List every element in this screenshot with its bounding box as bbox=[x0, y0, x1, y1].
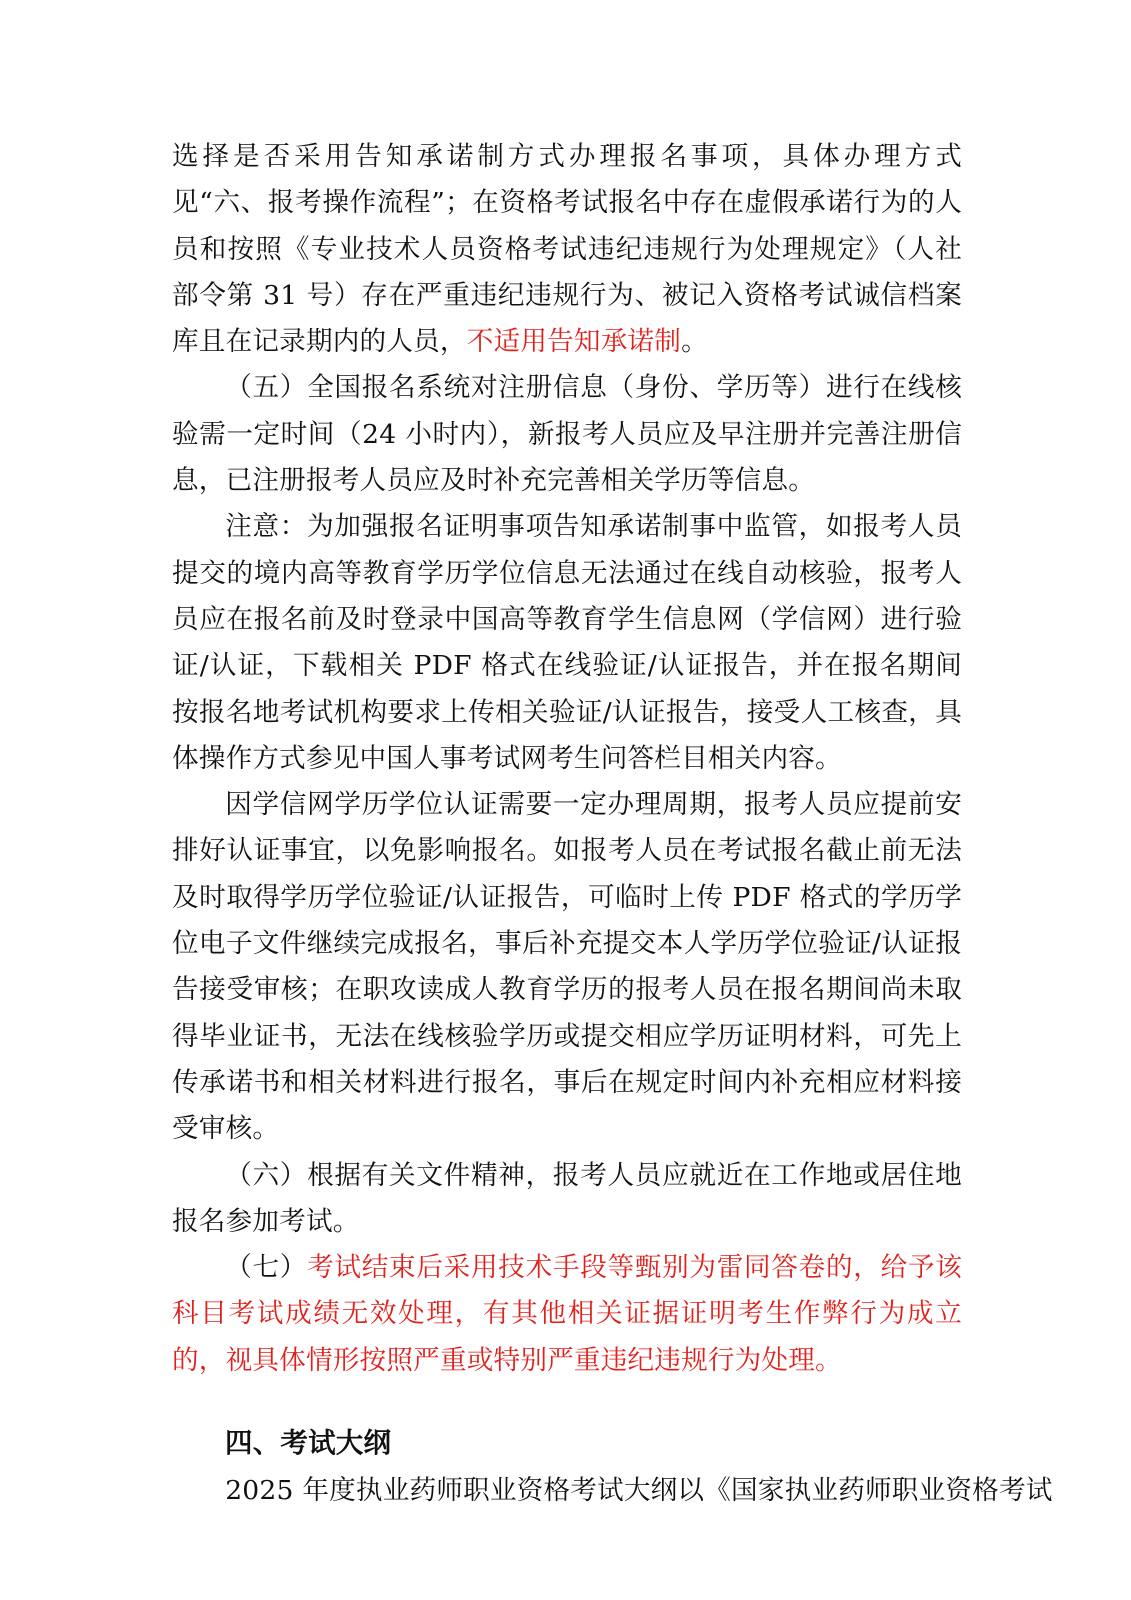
paragraph-item-five: （五）全国报名系统对注册信息（身份、学历等）进行在线核验需一定时间（24 小时内），新报考人员应及早注册并完善注册信息，已注册报考人员应及时补充完善相关学历等信息。 bbox=[172, 372, 962, 497]
paragraph-item-seven bbox=[172, 1245, 962, 1384]
section-heading: 四、考试大纲 bbox=[225, 1427, 392, 1460]
section-body-text: 2025 年度执业药师职业资格考试大纲以《国家执业药师职业资格考试 bbox=[225, 1475, 1053, 1507]
paragraph-item-six: （六）根据有关文件精神，报考人员应就近在工作地或居住地报名参加考试。 bbox=[172, 1159, 962, 1237]
item-seven-prefix: （七） bbox=[225, 1252, 308, 1284]
red-highlight-text: 考试结束后采用技术手段等甄别为雷同答卷的，给予该科目考试成绩无效处理，有其他相关证据证明考生作弊行为成立的，视具体情形按照严重或特别严重违纪违规行为处理。 bbox=[172, 1252, 962, 1376]
document-body bbox=[172, 134, 1053, 1514]
paragraph-text: 选择是否采用告知承诺制方式办理报名事项，具体办理方式见“六、报考操作流程”；在资格考试报名中存在虚假承诺行为的人员和按照《专业技术人员资格考试违纪违规行为处理规定》（人社部令第 31 号）存在严重违纪违规行为、被记入资格考试诚信档案库且在记录期内的人员， bbox=[172, 141, 962, 358]
paragraph-certification: 因学信网学历学位认证需要一定办理周期，报考人员应提前安排好认证事宜，以免影响报名。如报考人员在考试报名截止前无法及时取得学历学位验证/认证报告，可临时上传 PDF 格式的学历学位电子文件继续完成报名，事后补充提交本人学历学位验证/认证报告接受审核；在职攻读成人教育学历的报考人员在报名期间尚未取得毕业证书，无法在线核验学历或提交相应学历证明材料，可先上传承诺书和相关材料进行报名，事后在规定时间内补充相应材料接受审核。 bbox=[172, 789, 962, 1145]
paragraph-note: 注意：为加强报名证明事项告知承诺制事中监管，如报考人员提交的境内高等教育学历学位信息无法通过在线自动核验，报考人员应在报名前及时登录中国高等教育学生信息网（学信网）进行验证/认证，下载相关 PDF 格式在线验证/认证报告，并在报名期间按报名地考试机构要求上传相关验证/认证报告，接受人工核查，具体操作方式参见中国人事考试网考生问答栏目相关内容。 bbox=[172, 511, 962, 774]
paragraph-end-punctuation: 。 bbox=[681, 326, 708, 358]
paragraph-commitment-rules bbox=[172, 134, 962, 365]
red-highlight-text: 不适用告知承诺制 bbox=[466, 326, 682, 358]
